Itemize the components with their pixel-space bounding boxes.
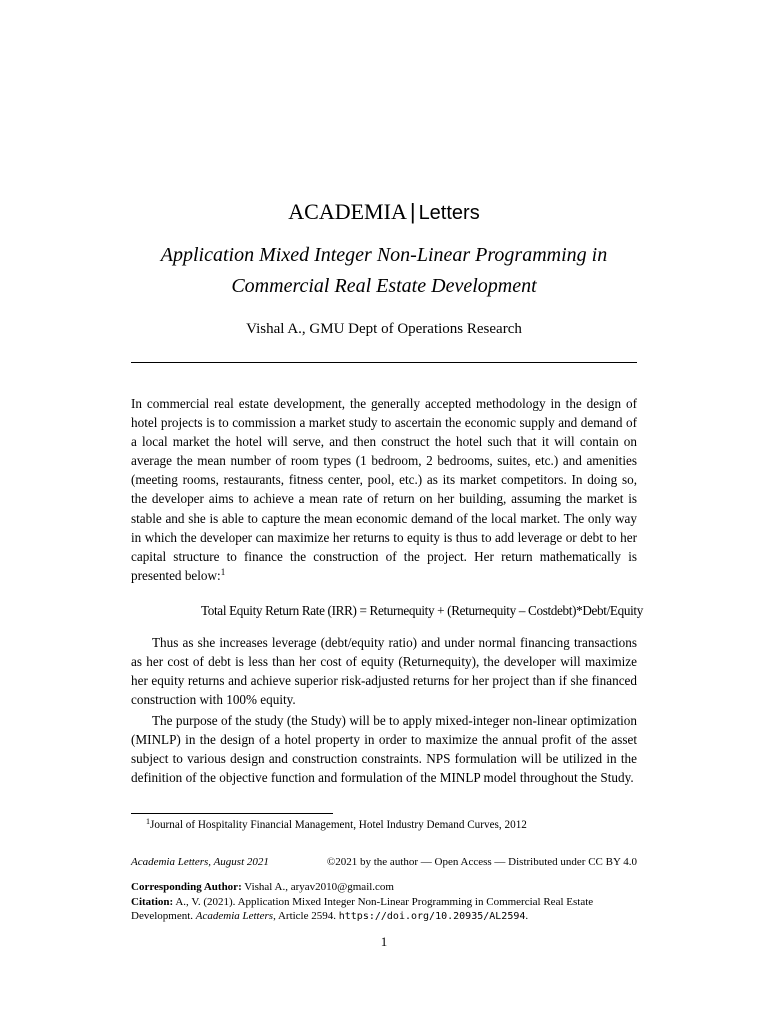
paragraph-leverage: Thus as she increases leverage (debt/equity ratio) and under normal financing transactions as her cost of debt is less than her cost of equity (Returnequity), the developer will maximize her equity returns and achieve superior risk-adjusted returns for her project than if she financed construction with 100% equity. xyxy=(131,635,637,708)
paper-title: Application Mixed Integer Non-Linear Programming in Commercial Real Estate Development xyxy=(160,244,608,297)
citation-journal: Academia Letters xyxy=(195,910,274,923)
paragraph-purpose: The purpose of the study (the Study) will be to apply mixed-integer non-linear optimization (MINLP) in the design of a hotel property in order to maximize the annual profit of the asset subject to various design and construction constraints. NPS formulation will be utilized in the definition of the objective function and formulation of the MINLP model throughout the Study. xyxy=(131,713,637,786)
irr-equation: Total Equity Return Rate (IRR) = Returnequity + (Returnequity – Costdebt)*Debt/Equity xyxy=(200,603,643,618)
brand-subtitle: Letters xyxy=(418,202,480,224)
license-notice: ©2021 by the author — Open Access — Distributed under CC BY 4.0 xyxy=(326,856,637,868)
footnote xyxy=(146,817,646,833)
brand-separator: | xyxy=(409,199,416,224)
journal-brand xyxy=(0,198,768,227)
doi-link[interactable]: https://doi.org/10.20935/AL2594 xyxy=(338,911,526,923)
brand-name: ACADEMIA xyxy=(288,199,407,224)
citation-end: . xyxy=(525,910,529,923)
footnote-text: Journal of Hospitality Financial Management, Hotel Industry Demand Curves, 2012 xyxy=(150,819,527,831)
paragraph-intro-text: In commercial real estate development, the generally accepted methodology in the design of hotel projects is to commission a market study to ascertain the economic supply and demand of a local market the hotel will serve, and then construct the hotel such that it will contain on average the mean number of room types (1 bedroom, 2 bedrooms, suites, etc.) and amenities (meeting rooms, restaurants, fitness center, pool, etc.) as its market competitors. In doing so, the developer aims to achieve a mean rate of return on her building, assuming the market is stable and she is able to capture the mean economic demand of the local market. The only way in which the developer can maximize her returns to equity is thus to add leverage or debt to her capital structure to finance the construction of the project. Her return mathematically is presented below: xyxy=(131,396,637,583)
title-divider xyxy=(131,362,637,363)
footnote-divider xyxy=(131,813,333,814)
citation xyxy=(131,895,637,925)
citation-article: , Article 2594. xyxy=(273,910,336,923)
journal-date: Academia Letters, August 2021 xyxy=(131,856,269,868)
corresponding-author xyxy=(131,880,637,895)
citation-label: Citation: xyxy=(131,895,174,908)
paragraph-intro xyxy=(131,394,637,585)
author-line: Vishal A., GMU Dept of Operations Research xyxy=(246,321,522,337)
corresponding-label: Corresponding Author: xyxy=(131,881,242,893)
citation-block xyxy=(131,880,637,925)
footnote-marker: 1 xyxy=(146,817,150,826)
footnote-reference[interactable]: 1 xyxy=(220,566,226,577)
corresponding-value[interactable]: Vishal A., aryav2010@gmail.com xyxy=(244,881,394,893)
citation-text: A., V. (2021). Application Mixed Integer Non-Linear Programming in Commercial Real Estate Development. xyxy=(131,895,594,923)
page-number: 1 xyxy=(380,934,388,949)
